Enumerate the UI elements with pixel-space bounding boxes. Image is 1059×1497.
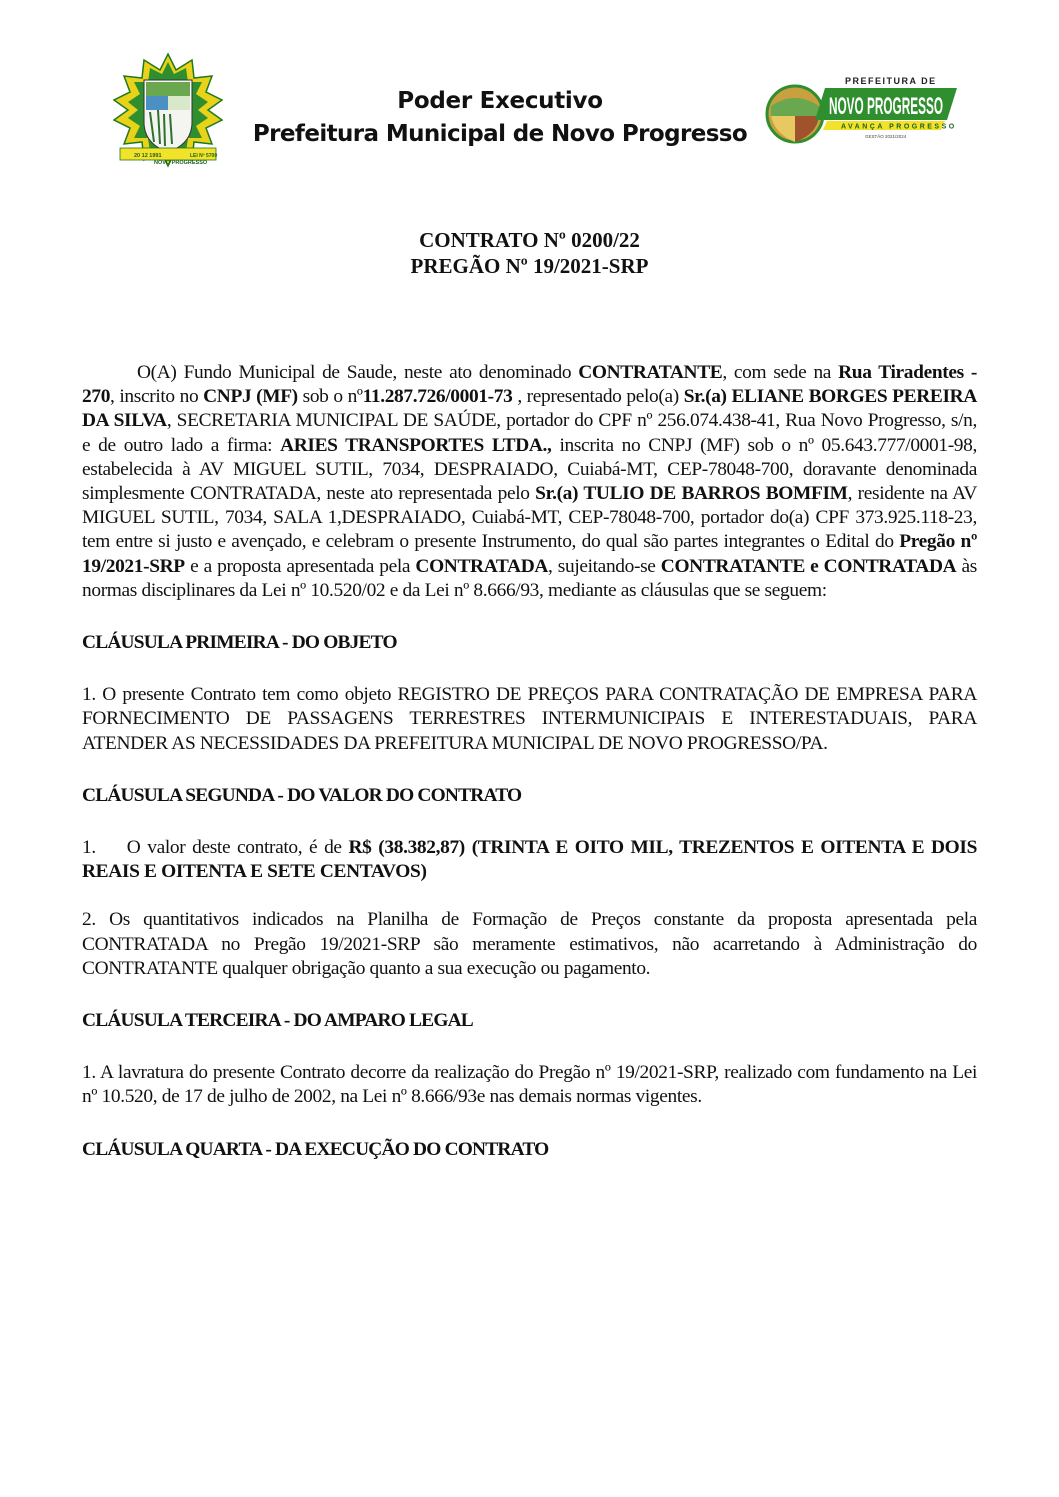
contratada-company: ARIES TRANSPORTES LTDA., bbox=[280, 434, 552, 456]
contract-value: R$ (38.382,87) (TRINTA E OITO MIL, TREZENTOS E OITENTA E DOIS REAIS E OITENTA E SETE CENTAVOS) bbox=[82, 837, 978, 883]
prefeitura-novo-progresso-logo bbox=[765, 72, 960, 152]
crest-date: 20 12 1991 bbox=[134, 153, 162, 159]
logo-term-text: GESTÃO 2021/2024 bbox=[865, 134, 907, 139]
contratante-term: CONTRATANTE bbox=[578, 362, 723, 383]
contract-body bbox=[82, 361, 977, 1190]
clause-1-title: CLÁUSULA PRIMEIRA - DO OBJETO bbox=[82, 632, 397, 654]
header-line-1: Poder Executivo bbox=[397, 88, 603, 114]
logo-top-text: PREFEITURA DE bbox=[845, 76, 937, 86]
preamble-paragraph: O(A) Fundo Municipal de Saude, neste ato denominado CONTRATANTE, com sede na Rua Tiradentes - 270, inscrito no CNPJ (MF) sob o nº11.287.726/0001-73 , representado pelo(a) Sr.(a) ELIANE BORGES PEREIRA DA SILVA, SECRETARIA MUNICIPAL DE SAÚDE, portador do CPF nº 256.074.438-41, Rua Novo Progresso, s/n, e de outro lado a firma: ARIES TRANSPORTES LTDA., inscrita no CNPJ (MF) sob o nº 05.643.777/0001-98, estabelecida à AV MIGUEL SUTIL, 7034, DESPRAIADO, Cuiabá-MT, CEP-78048-700, doravante denominada simplesmente CONTRATADA, neste ato representada pelo Sr.(a) TULIO DE BARROS BOMFIM, residente na AV MIGUEL SUTIL, 7034, SALA 1,DESPRAIADO, Cuiabá-MT, CEP-78048-700, portador do(a) CPF 373.925.118-23, tem entre si justo e avençado, e celebram o presente Instrumento, do qual são partes integrantes o Edital do Pregão nº 19/2021-SRP e a proposta apresentada pela CONTRATADA, sujeitando-se CONTRATANTE e CONTRATADA às normas disciplinares da Lei nº 10.520/02 e da Lei nº 8.666/93, mediante as cláusulas que se seguem: bbox=[82, 362, 978, 601]
clause-4-title: CLÁUSULA QUARTA - DA EXECUÇÃO DO CONTRATO bbox=[82, 1138, 549, 1160]
pregao-number-title: PREGÃO Nº 19/2021-SRP bbox=[410, 254, 649, 278]
contract-number-title: CONTRATO Nº 0200/22 bbox=[419, 228, 640, 252]
contratante-address: Rua Tiradentes - 270 bbox=[82, 362, 978, 408]
header-title-block bbox=[250, 86, 750, 152]
clause-3-paragraph-1: 1. A lavratura do presente Contrato decorre da realização do Pregão nº 19/2021-SRP, realizado com fundamento na Lei nº 10.520, de 17 de julho de 2002, na Lei nº 8.666/93e nas demais normas vigentes. bbox=[82, 1062, 977, 1108]
clause-3-title: CLÁUSULA TERCEIRA - DO AMPARO LEGAL bbox=[82, 1010, 473, 1032]
clause-1-paragraph-1: 1. O presente Contrato tem como objeto REGISTRO DE PREÇOS PARA CONTRATAÇÃO DE EMPRESA PARA FORNECIMENTO DE PASSAGENS TERRESTRES INTERMUNICIPAIS E INTERESTADUAIS, PARA ATENDER AS NECESSIDADES DA PREFEITURA MUNICIPAL DE NOVO PROGRESSO/PA. bbox=[82, 684, 977, 754]
logo-slogan-text: AVANÇA PROGRESSO bbox=[841, 123, 957, 131]
contratada-representative: Sr.(a) TULIO DE BARROS BOMFIM bbox=[535, 483, 848, 505]
clause-2-paragraph-2: 2. Os quantitativos indicados na Planilha de Formação de Preços constante da proposta apresentada pela CONTRATADA no Pregão 19/2021-SRP são meramente estimativos, não acarretando à Administração do CONTRATANTE qualquer obrigação quanto a sua execução ou pagamento. bbox=[82, 909, 977, 979]
contract-title-block bbox=[0, 227, 1059, 279]
pregao-reference: Pregão nº 19/2021-SRP bbox=[82, 531, 977, 577]
clause-2-paragraph-1: 1. O valor deste contrato, é de R$ (38.382,87) (TRINTA E OITO MIL, TREZENTOS E OITENTA E DOIS REAIS E OITENTA E SETE CENTAVOS) bbox=[82, 837, 978, 883]
clause-2-title: CLÁUSULA SEGUNDA - DO VALOR DO CONTRATO bbox=[82, 784, 522, 806]
contratante-cnpj: 11.287.726/0001-73 bbox=[362, 386, 513, 408]
crest-law: LEI Nº 5700 bbox=[190, 153, 218, 159]
header-line-2: Prefeitura Municipal de Novo Progresso bbox=[252, 121, 748, 147]
municipal-crest-logo bbox=[110, 52, 226, 168]
logo-main-text: NOVO PROGRESSO bbox=[829, 93, 943, 120]
contratante-representative: Sr.(a) ELIANE BORGES PEREIRA DA SILVA bbox=[82, 386, 977, 432]
crest-label: NOVO PROGRESSO bbox=[154, 160, 208, 166]
